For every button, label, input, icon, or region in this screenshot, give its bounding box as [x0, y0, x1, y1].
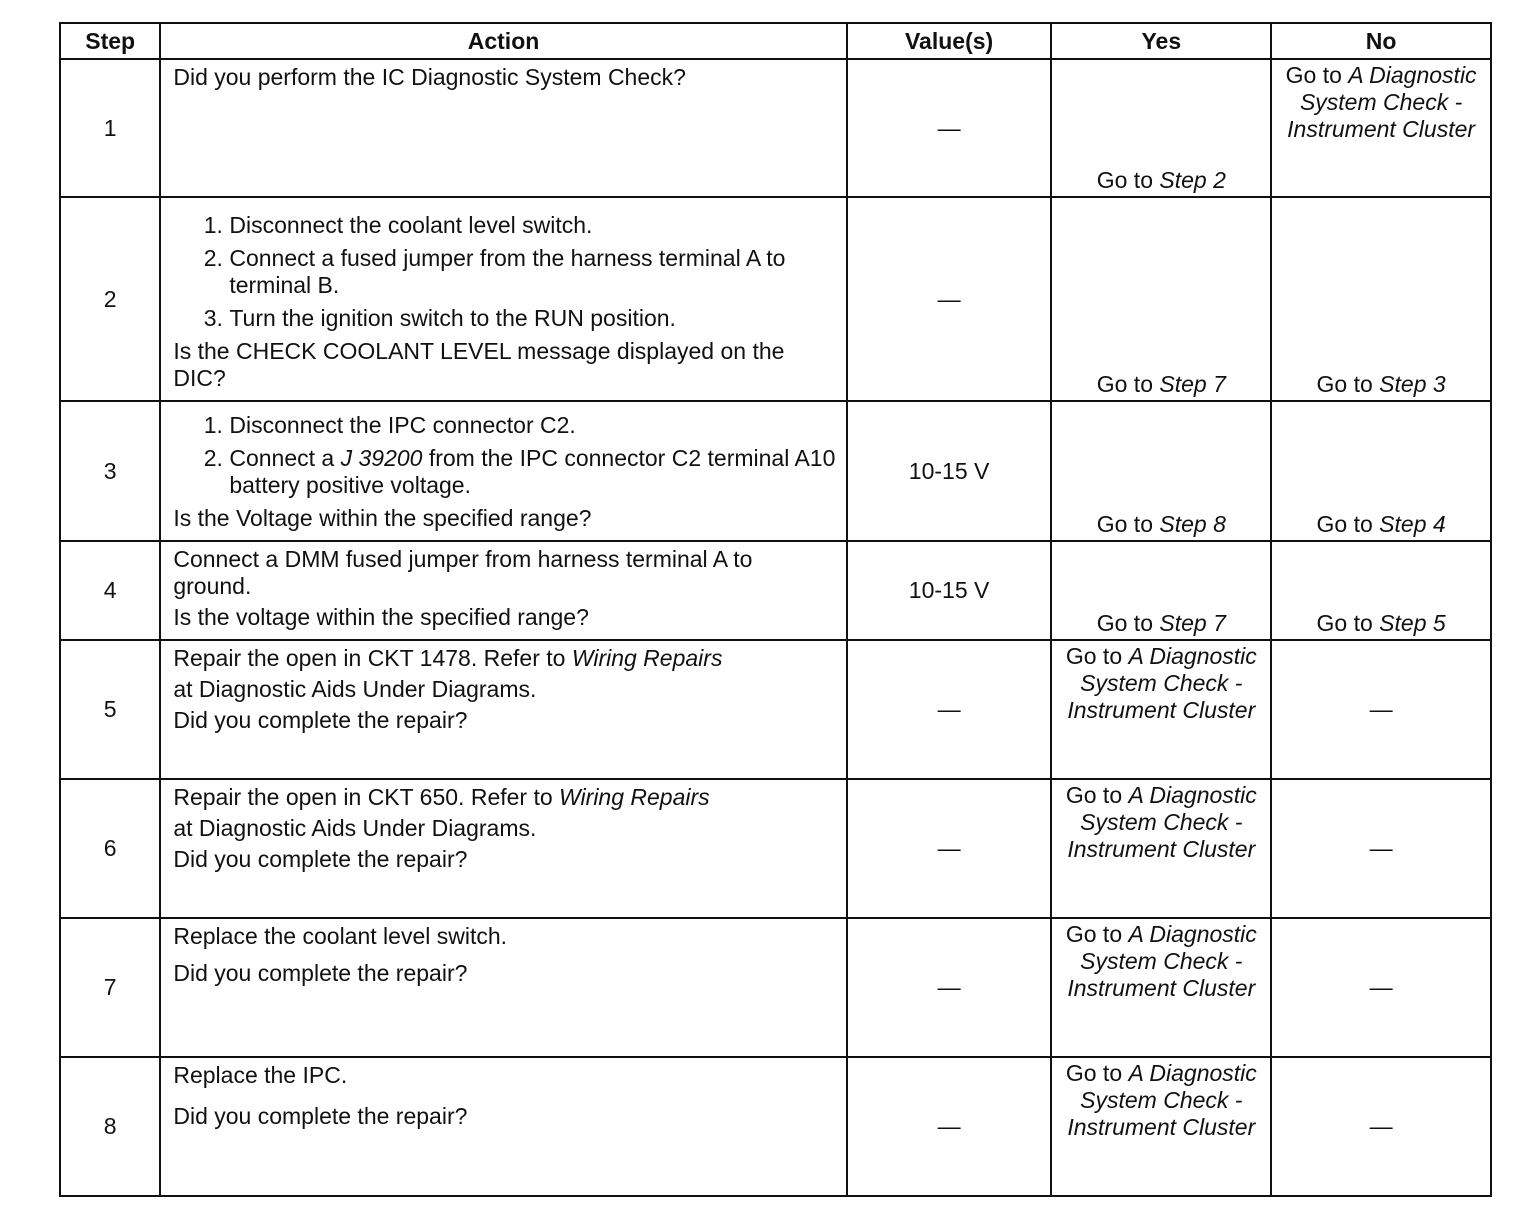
step-number: 5	[60, 640, 160, 779]
table-row	[60, 918, 1491, 1057]
manual-reference: Wiring Repairs	[559, 784, 710, 810]
action-question: Did you complete the repair?	[173, 707, 468, 733]
header-row	[60, 23, 1491, 59]
action-cell	[160, 779, 846, 918]
no-cell	[1271, 197, 1491, 401]
no-link[interactable]: Step 3	[1379, 371, 1446, 397]
step-number: 7	[60, 918, 160, 1057]
yes-link[interactable]: A Diagnostic System Check - Instrument Cluster	[1067, 643, 1257, 723]
action-step: 2. Connect a fused jumper from the harness terminal A to terminal B.	[229, 245, 835, 299]
action-cell	[160, 918, 846, 1057]
yes-prefix: Go to	[1065, 643, 1123, 669]
step-number: 1	[60, 59, 160, 197]
action-question: Did you complete the repair?	[173, 846, 468, 872]
table-row	[60, 541, 1491, 640]
action-text: Repair the open in CKT 1478. Refer to Wiring Repairs	[173, 645, 723, 671]
value-cell: 10-15 V	[847, 401, 1052, 541]
yes-link[interactable]: Step 8	[1159, 511, 1226, 537]
action-cell	[160, 541, 846, 640]
yes-link[interactable]: Step 7	[1159, 610, 1226, 636]
action-text: Connect a DMM fused jumper from harness terminal A to ground.	[173, 546, 753, 599]
action-step: 1. Disconnect the coolant level switch.	[229, 212, 835, 239]
action-steps	[173, 212, 835, 332]
no-cell: —	[1271, 1057, 1491, 1196]
yes-cell	[1051, 59, 1271, 197]
no-cell	[1271, 401, 1491, 541]
action-cell	[160, 401, 846, 541]
yes-link[interactable]: A Diagnostic System Check - Instrument Cluster	[1067, 921, 1257, 1001]
no-cell: —	[1271, 779, 1491, 918]
value-cell: —	[847, 918, 1052, 1057]
yes-link[interactable]: Step 7	[1159, 371, 1226, 397]
action-question: Is the CHECK COOLANT LEVEL message displayed on the DIC?	[173, 338, 785, 391]
no-cell: —	[1271, 918, 1491, 1057]
step-number: 2	[60, 197, 160, 401]
no-prefix: Go to	[1285, 62, 1342, 88]
action-text: Replace the coolant level switch.	[173, 923, 508, 949]
action-cell	[160, 1057, 846, 1196]
yes-cell	[1051, 640, 1271, 779]
action-step: 1. Disconnect the IPC connector C2.	[229, 412, 835, 439]
value-cell: —	[847, 59, 1052, 197]
table-row	[60, 779, 1491, 918]
yes-prefix: Go to	[1096, 511, 1153, 537]
yes-cell	[1051, 1057, 1271, 1196]
no-link[interactable]: Step 4	[1379, 511, 1446, 537]
yes-prefix: Go to	[1096, 371, 1153, 397]
no-prefix: Go to	[1316, 511, 1373, 537]
no-cell	[1271, 59, 1491, 197]
no-cell	[1271, 541, 1491, 640]
value-cell: 10-15 V	[847, 541, 1052, 640]
yes-prefix: Go to	[1096, 167, 1153, 193]
step-number: 8	[60, 1057, 160, 1196]
value-cell: —	[847, 640, 1052, 779]
action-text: Replace the IPC.	[173, 1062, 348, 1088]
diagnostic-table	[59, 22, 1492, 1197]
table-row	[60, 1057, 1491, 1196]
action-question: Is the Voltage within the specified range?	[173, 505, 592, 531]
action-question: Is the voltage within the specified range?	[173, 604, 589, 630]
header-no: No	[1271, 23, 1491, 59]
action-text: at Diagnostic Aids Under Diagrams.	[173, 815, 537, 841]
step-number: 3	[60, 401, 160, 541]
yes-link[interactable]: Step 2	[1159, 167, 1226, 193]
no-cell: —	[1271, 640, 1491, 779]
no-prefix: Go to	[1316, 610, 1373, 636]
header-step: Step	[60, 23, 160, 59]
table-row	[60, 401, 1491, 541]
yes-prefix: Go to	[1096, 610, 1153, 636]
action-step: 3. Turn the ignition switch to the RUN position.	[229, 305, 835, 332]
action-steps	[173, 412, 835, 499]
action-question: Did you complete the repair?	[173, 960, 468, 986]
yes-cell	[1051, 918, 1271, 1057]
header-action: Action	[160, 23, 846, 59]
manual-reference: Wiring Repairs	[571, 645, 723, 671]
yes-cell	[1051, 401, 1271, 541]
header-yes: Yes	[1051, 23, 1271, 59]
no-link[interactable]: Step 5	[1379, 610, 1446, 636]
yes-prefix: Go to	[1065, 782, 1123, 808]
yes-cell	[1051, 779, 1271, 918]
table-row	[60, 59, 1491, 197]
no-link[interactable]: A Diagnostic System Check - Instrument Cluster	[1287, 62, 1477, 142]
table-row	[60, 640, 1491, 779]
action-text: Repair the open in CKT 650. Refer to Wiring Repairs	[173, 784, 710, 810]
yes-link[interactable]: A Diagnostic System Check - Instrument Cluster	[1067, 1060, 1257, 1140]
header-values: Value(s)	[847, 23, 1052, 59]
value-cell: —	[847, 779, 1052, 918]
tool-reference: J 39200	[340, 445, 423, 471]
yes-prefix: Go to	[1065, 1060, 1123, 1086]
action-cell	[160, 197, 846, 401]
step-number: 4	[60, 541, 160, 640]
action-cell	[160, 59, 846, 197]
action-text: at Diagnostic Aids Under Diagrams.	[173, 676, 537, 702]
yes-link[interactable]: A Diagnostic System Check - Instrument Cluster	[1067, 782, 1257, 862]
action-question: Did you complete the repair?	[173, 1103, 468, 1129]
value-cell: —	[847, 1057, 1052, 1196]
yes-cell	[1051, 541, 1271, 640]
no-prefix: Go to	[1316, 371, 1373, 397]
table-row	[60, 197, 1491, 401]
yes-prefix: Go to	[1065, 921, 1123, 947]
action-text: Did you perform the IC Diagnostic System Check?	[173, 64, 686, 90]
step-number: 6	[60, 779, 160, 918]
value-cell: —	[847, 197, 1052, 401]
action-step: 2. Connect a J 39200 from the IPC connector C2 terminal A10 battery positive voltage.	[229, 445, 835, 499]
action-cell	[160, 640, 846, 779]
yes-cell	[1051, 197, 1271, 401]
